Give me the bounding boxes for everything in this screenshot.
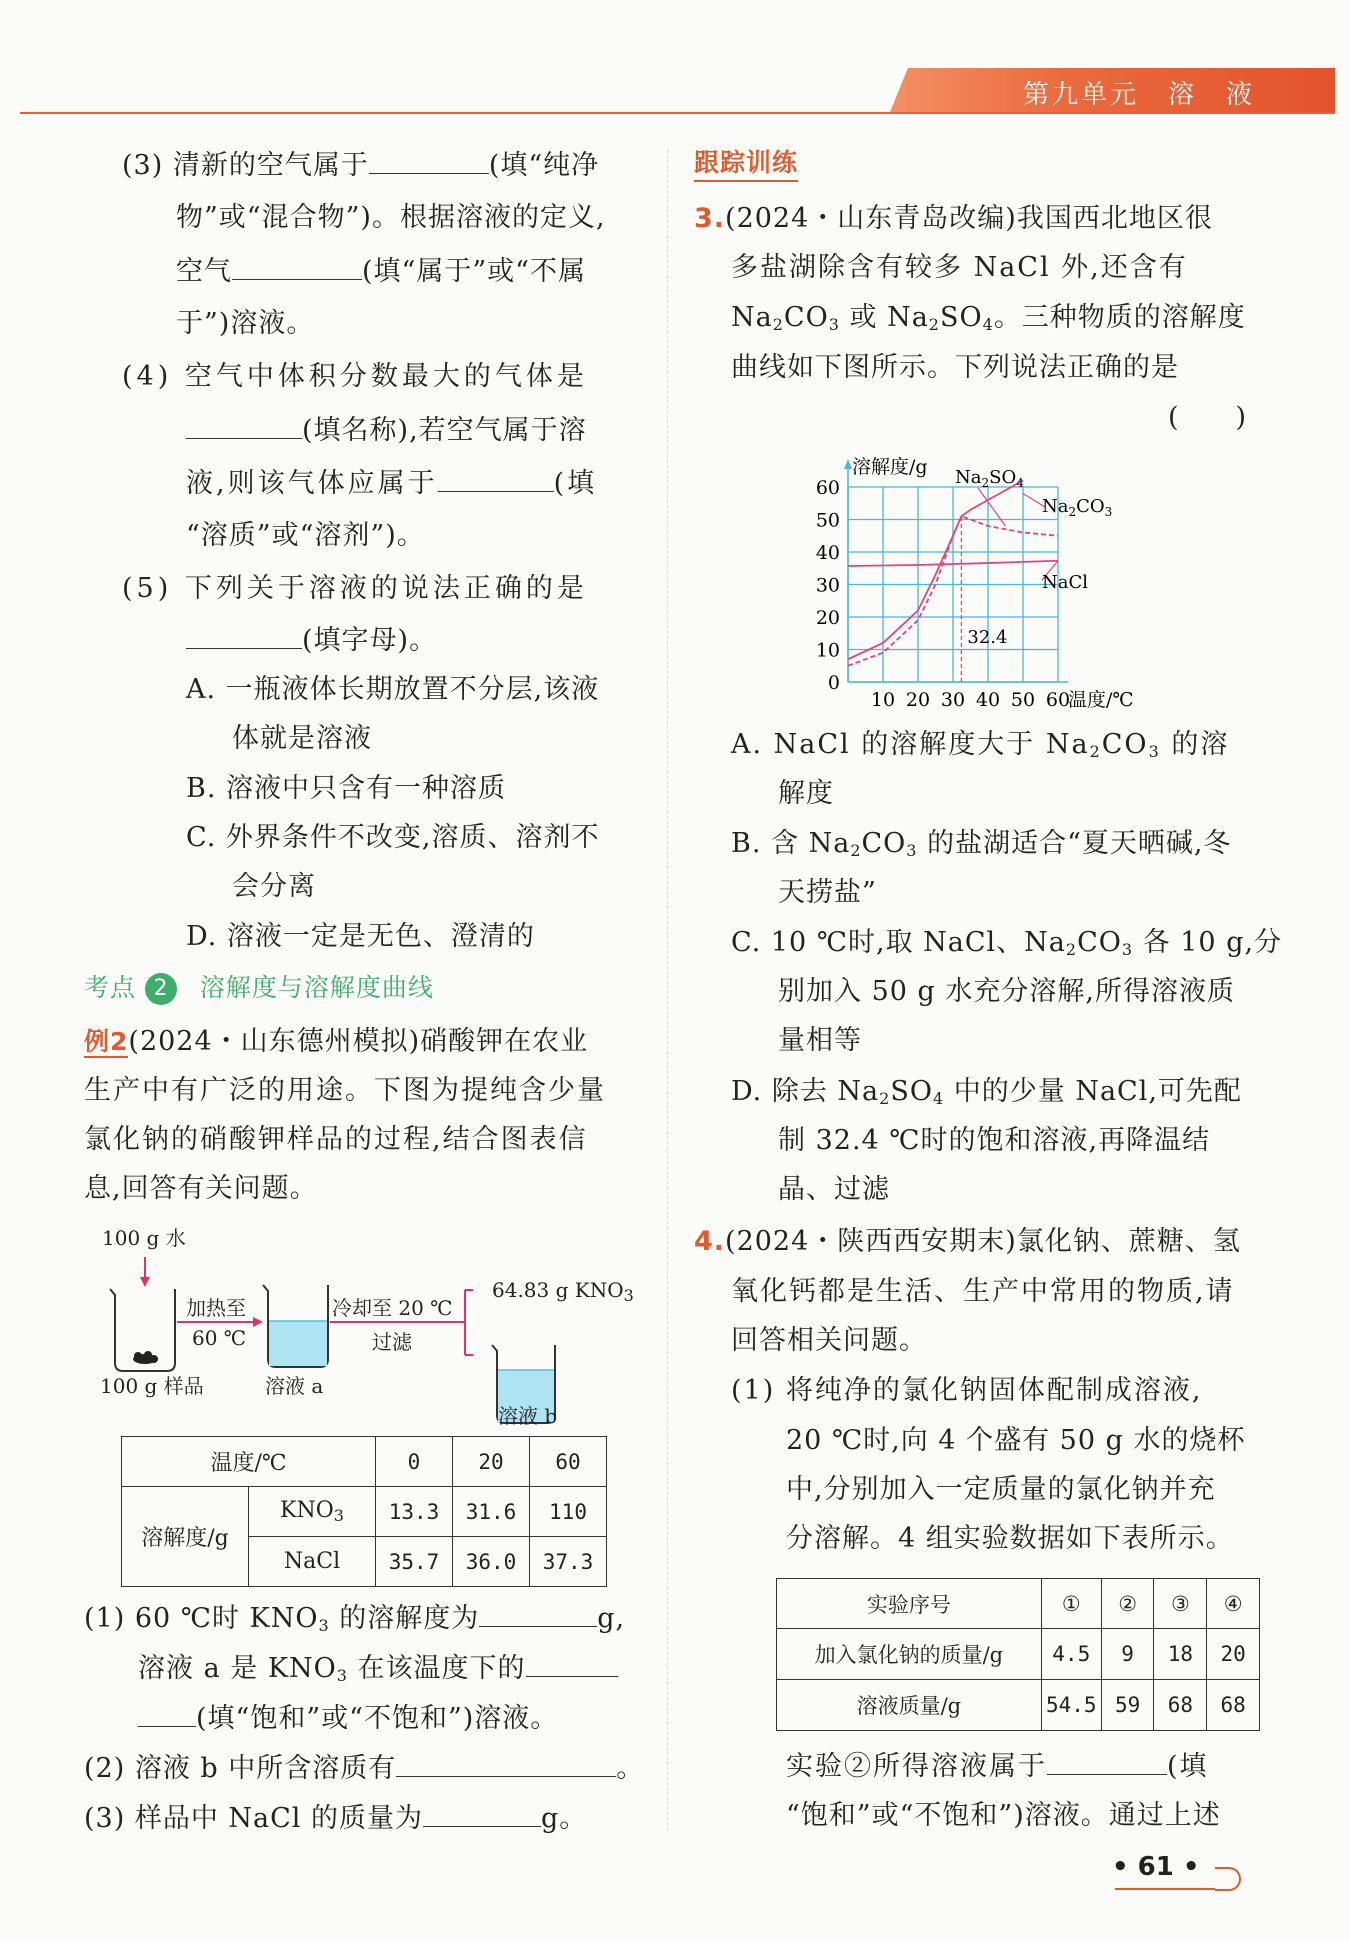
answer-blank[interactable] [1047,1748,1167,1775]
table-header-solubility: 溶解度/g [122,1487,249,1587]
p4-tail-line-2: “饱和”或“不饱和”)溶液。通过上述 [786,1800,1221,1831]
q3-line-3: 空气 (填“属于”或“不属 [176,253,586,290]
page-curl-icon [1215,1867,1241,1891]
x-tick-label: 10 [870,689,896,711]
exp-id: ④ [1207,1579,1260,1629]
y-tick-label: 60 [815,477,840,499]
p3-option-c-line-3: 量相等 [778,1025,862,1056]
option-a-line-2: 体就是溶液 [232,723,372,754]
x-axis-label: 温度/℃ [1068,689,1134,711]
q4-line-2: (填名称),若空气属于溶 [186,412,587,449]
answer-blank[interactable] [396,1750,616,1777]
p3-line-4: 曲线如下图所示。下列说法正确的是 [731,352,1179,383]
option-d: D. 溶液一定是无色、澄清的 [186,921,535,952]
kaodian-heading: 考点 2 溶解度与溶解度曲线 [84,970,434,1006]
table-cell: 110 [530,1487,607,1537]
answer-blank[interactable] [138,1700,196,1727]
answer-parentheses[interactable]: ( ) [1168,402,1248,433]
table-cell: 68 [1207,1680,1260,1731]
water-label: 100 g 水 [102,1226,186,1250]
annotation-label: 32.4 [967,627,1008,648]
answer-blank[interactable] [526,1650,618,1677]
example-tag: 例2 [84,1027,129,1056]
solution-a-label: 溶液 a [265,1374,324,1398]
page-number: • 61 • [1112,1852,1200,1882]
p4-sub1-line-2: 20 ℃时,向 4 个盛有 50 g 水的烧杯 [786,1425,1246,1456]
p4-line-1: 4.(2024・陕西西安期末)氯化钠、蔗糖、氢 [694,1226,1241,1257]
table-cell: 35.7 [376,1537,453,1587]
page-number-underline [1115,1888,1215,1890]
y-tick-label: 40 [815,542,840,564]
heat-label-2: 60 ℃ [192,1326,247,1350]
option-a-line-1: A. 一瓶液体长期放置不分层,该液 [186,674,600,705]
table-cell: 37.3 [530,1537,607,1587]
table-cell: 36.0 [453,1537,530,1587]
eq3-line: (3) 样品中 NaCl 的质量为 g。 [84,1800,587,1837]
y-axis-arrow [844,459,852,469]
eq1-line-2: 溶液 a 是 $KNO_3$ 在该温度下的 [138,1650,618,1694]
example-line-4: 息,回答有关问题。 [84,1173,318,1204]
p3-option-b-line-2: 天捞盐” [778,877,877,908]
q3-line-4: 于”)溶液。 [176,308,315,339]
p4-sub1-line-1: (1) 将纯净的氯化钠固体配制成溶液, [731,1375,1203,1406]
series-label-na2so4: $Na_2SO_4$ [955,467,1024,490]
y-tick-label: 10 [815,639,840,662]
table-cell: 9 [1101,1629,1154,1680]
table-cell: 18 [1154,1629,1207,1680]
table-header-temp: 温度/℃ [122,1437,376,1487]
filter-label: 过滤 [372,1330,412,1354]
problem-number: 3. [694,203,726,234]
option-c-line-1: C. 外界条件不改变,溶质、溶剂不 [186,822,600,853]
p3-option-b-line-1: B. 含 $Na_2CO_3$ 的盐湖适合“夏天晒碱,冬 [731,828,1232,860]
p3-option-d-line-2: 制 32.4 ℃时的饱和溶液,再降温结 [778,1125,1211,1156]
series-label-na2so4-leader [978,488,1006,526]
column-divider [667,150,668,1830]
q4-line-1: (4) 空气中体积分数最大的气体是 [122,361,588,392]
x-tick-label: 20 [905,689,931,711]
kaodian-number-badge: 2 [145,973,177,1005]
table-cell: 20 [453,1437,530,1487]
unit-title: 第九单元 溶 液 [1022,80,1255,110]
solution-b-label: 溶液 b [498,1404,558,1428]
sample-label: 100 g 样品 [100,1374,204,1398]
table-cell: 59 [1101,1680,1154,1731]
answer-blank[interactable] [369,147,489,174]
table-cell: 54.5 [1041,1680,1101,1731]
exp-id: ③ [1154,1579,1207,1629]
table-cell: 60 [530,1437,607,1487]
y-tick-label: 20 [815,607,840,629]
experiment-table [776,1578,1260,1731]
y-tick-label: 50 [815,509,840,532]
table-cell: 0 [376,1437,453,1487]
p3-option-c-line-1: C. 10 ℃时,取 NaCl、$Na_2CO_3$ 各 10 g,分 [731,927,1283,959]
q3-line-2: 物”或“混合物”)。根据溶液的定义, [176,202,606,233]
p3-option-a-line-2: 解度 [778,778,834,809]
table-cell: 31.6 [453,1487,530,1537]
crystal-label: 64.83 g $KNO_3$ [492,1278,634,1305]
p4-sub1-line-3: 中,分别加入一定质量的氯化钠并充 [786,1474,1216,1505]
q4-line-3: 液,则该气体应属于 (填 [186,465,597,502]
problem-number: 4. [694,1226,726,1257]
p4-line-3: 回答相关问题。 [731,1325,927,1356]
table-cell-kno3: $KNO_3$ [249,1487,376,1537]
table-cell: 68 [1154,1680,1207,1731]
table-cell: 20 [1207,1629,1260,1680]
answer-blank[interactable] [479,1600,597,1627]
option-c-line-2: 会分离 [232,871,316,902]
eq1-line-1: (1) 60 ℃时 $KNO_3$ 的溶解度为 g, [84,1600,625,1644]
q4-line-4: “溶质”或“溶剂”)。 [186,520,425,551]
x-tick-label: 50 [1010,689,1036,711]
p3-line-1: 3.(2024・山东青岛改编)我国西北地区很 [694,203,1213,234]
q5-line-1: (5) 下列关于溶液的说法正确的是 [122,573,588,604]
example-line-1: 例2(2024・山东德州模拟)硝酸钾在农业 [84,1026,589,1057]
p4-line-2: 氧化钙都是生活、生产中常用的物质,请 [731,1276,1235,1307]
y-axis-label: 溶解度/g [852,456,928,478]
series-label-na2co3: $Na_2CO_3$ [1042,496,1113,519]
table-cell: 13.3 [376,1487,453,1537]
answer-blank[interactable] [438,465,554,492]
p3-line-3: $Na_2CO_3$ 或 $Na_2SO_4$。三种物质的溶解度 [731,302,1246,334]
exp-header: 实验序号 [777,1579,1042,1629]
answer-blank[interactable] [186,412,302,439]
p4-tail-line-1: 实验②所得溶液属于 (填 [786,1748,1209,1785]
x-tick-label: 60 [1045,689,1071,711]
p3-line-2: 多盐湖除含有较多 NaCl 外,还含有 [731,252,1188,283]
exp-id: ① [1041,1579,1101,1629]
y-tick-label: 0 [827,672,840,694]
heat-label-1: 加热至 [186,1296,246,1320]
series-label-nacl: NaCl [1042,572,1089,593]
x-tick-label: 40 [975,689,1001,711]
exp-id: ② [1101,1579,1154,1629]
answer-blank[interactable] [232,253,362,280]
exp-row-label: 加入氯化钠的质量/g [777,1629,1042,1680]
solubility-table [121,1436,607,1587]
p3-option-c-line-2: 别加入 50 g 水充分溶解,所得溶液质 [778,976,1235,1007]
option-b: B. 溶液中只含有一种溶质 [186,773,507,804]
p3-option-d-line-1: D. 除去 $Na_2SO_4$ 中的少量 NaCl,可先配 [731,1076,1242,1108]
x-tick-label: 30 [940,689,966,711]
answer-blank[interactable] [423,1800,541,1827]
cool-label: 冷却至 20 ℃ [332,1296,453,1320]
q3-line-1: (3) 清新的空气属于 (填“纯净 [122,147,599,184]
p4-sub1-line-4: 分溶解。4 组实验数据如下表所示。 [786,1523,1234,1554]
q5-line-2: (填字母)。 [186,622,437,659]
p3-option-d-line-3: 晶、过滤 [778,1174,890,1205]
answer-blank[interactable] [186,622,302,649]
eq1-line-3: (填“饱和”或“不饱和”)溶液。 [138,1700,558,1737]
example-line-3: 氯化钠的硝酸钾样品的过程,结合图表信 [84,1124,588,1155]
section-heading: 跟踪训练 [694,146,798,182]
solubility-chart [790,450,1170,720]
exp-row-label: 溶液质量/g [777,1680,1042,1731]
table-cell-nacl: NaCl [249,1537,376,1587]
p3-option-a-line-1: A. NaCl 的溶解度大于 $Na_2CO_3$ 的溶 [731,729,1230,761]
header-rule [20,112,1335,114]
y-tick-label: 30 [815,574,840,597]
table-cell: 4.5 [1041,1629,1101,1680]
eq2-line: (2) 溶液 b 中所含溶质有 。 [84,1750,644,1787]
example-line-2: 生产中有广泛的用途。下图为提纯含少量 [84,1075,606,1106]
